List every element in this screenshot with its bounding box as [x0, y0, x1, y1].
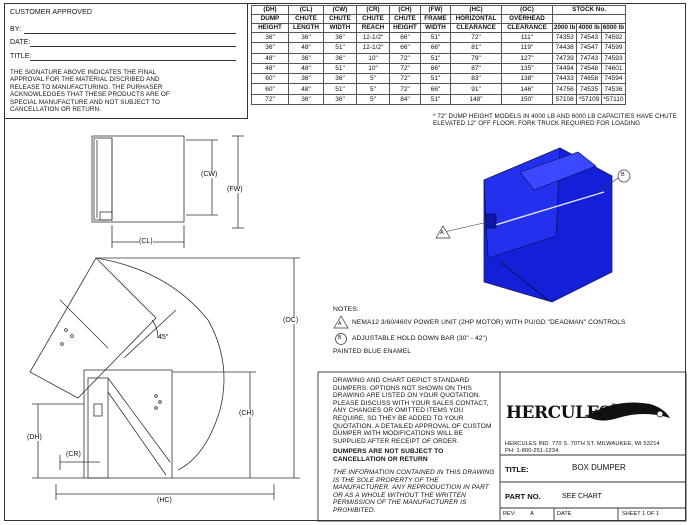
spec-code: (HC): [451, 6, 502, 15]
table-cell: 74547: [577, 43, 601, 53]
table-cell: 66": [421, 84, 451, 94]
table-cell: 72": [390, 53, 421, 63]
table-cell: 111": [502, 33, 553, 43]
table-cell: 72": [252, 94, 289, 104]
sheet-label: SHEET 1 OF 1: [622, 511, 660, 517]
table-cell: 127": [502, 53, 553, 63]
table-cell: 48": [252, 53, 289, 63]
company-address: HERCULES IND. 770 S. 70TH ST. MILWAUKEE, WI 53214: [505, 441, 660, 447]
table-cell: 150": [502, 94, 553, 104]
spec-header-bottom: LENGTH: [289, 24, 324, 33]
table-cell: 5": [357, 94, 390, 104]
swing-arc: [96, 258, 224, 470]
top-view-frame: [92, 136, 184, 222]
capacity-header: 2000 lb: [554, 24, 576, 31]
company-phone: PH: 1-800-251-1234: [505, 448, 559, 454]
table-cell: 51": [324, 43, 357, 53]
table-cell: 91": [451, 84, 502, 94]
table-cell: 5": [357, 74, 390, 84]
title-label: TITLE:: [10, 53, 32, 60]
disclaimer-property: THE INFORMATION CONTAINED IN THIS DRAWING IS THE SOLE PROPERTY OF THE MANUFACTURER. ANY REPRODUCTION IN PART OR AS A WHOLE WITHOUT THE WRITTEN PERMISSION OF THE MANUFACTURER IS PROHIBITED.: [333, 469, 495, 514]
table-cell: 48": [289, 84, 324, 94]
dim-oc: (OC): [283, 317, 299, 324]
disclaimer-standard: DRAWING AND CHART DEPICT STANDARD DUMPERS. OPTIONS NOT SHOWN ON THIS DRAWING ARE LISTED ON YOUR QUOTATION. PLEASE DISCUSS WITH YOUR SALES CONTACT, ANY CHANGES OR OMITTED ITEMS YOU REQUIRE, SO THEY BE ADDED TO YOUR QUOTATION. A DETAILED APPROVAL OF CUSTOM DUMPER WITH MODIFICATIONS WILL BE SUPPLIED AFTER RECEIPT OF ORDER.: [333, 377, 492, 445]
table-cell: 74494: [553, 63, 577, 73]
dim-ch: (CH): [239, 410, 254, 417]
table-cell: 51": [324, 84, 357, 94]
table-cell: *57109: [578, 95, 600, 103]
table-cell: 119": [502, 43, 553, 53]
table-cell: 36": [252, 33, 289, 43]
table-cell: 57108: [553, 94, 577, 104]
spec-header-top: DUMP: [252, 15, 289, 24]
table-cell: 51": [421, 74, 451, 84]
registered-mark: ®: [610, 403, 617, 410]
spec-code: (FW): [421, 6, 451, 15]
notes-title: NOTES:: [333, 306, 359, 313]
dim-dh: (DH): [27, 434, 42, 441]
spec-header-top: HORIZONTAL: [451, 15, 502, 24]
part-label: PART NO.: [505, 492, 541, 501]
spec-header-top: CHUTE: [324, 15, 357, 24]
table-cell: 87": [451, 63, 502, 73]
date-label: DATE:: [10, 39, 31, 46]
table-cell: 74756: [553, 84, 577, 94]
spec-header-bottom: WIDTH: [421, 24, 451, 33]
dim-cl: (CL): [139, 238, 153, 245]
table-cell: 74739: [553, 53, 577, 63]
table-cell: 74592: [601, 33, 625, 43]
table-cell: 74353: [553, 33, 577, 43]
table-cell: 66": [421, 63, 451, 73]
table-cell: 74548: [577, 63, 601, 73]
note-a-text: NEMA12 3/60/460V POWER UNIT (2HP MOTOR) WITH PU/GD "DEADMAN" CONTROLS: [352, 319, 626, 326]
table-cell: 74743: [577, 53, 601, 63]
table-cell: 138": [502, 74, 553, 84]
top-view: [92, 136, 244, 248]
capacity-header: 6000 lb: [602, 24, 625, 31]
table-cell: 74535: [577, 84, 601, 94]
isometric-dumper: [436, 148, 630, 302]
table-cell: 66": [390, 33, 421, 43]
table-cell: 74599: [601, 43, 625, 53]
side-view: [30, 258, 300, 500]
note-a-marker-letter: A: [338, 321, 342, 327]
tilted-box: [30, 258, 156, 398]
spec-code: (CW): [324, 6, 357, 15]
spec-header-top: CHUTE: [390, 15, 421, 24]
table-cell: 36": [289, 53, 324, 63]
dim-fw: (FW): [227, 186, 243, 193]
table-cell: 60": [252, 74, 289, 84]
table-cell: 74601: [601, 63, 625, 73]
table-cell: 51": [324, 63, 357, 73]
table-cell: 135": [502, 63, 553, 73]
table-cell: 51": [421, 94, 451, 104]
table-cell: 10": [357, 53, 390, 63]
table-cell: 74593: [601, 53, 625, 63]
spec-header-bottom: WIDTH: [324, 24, 357, 33]
dim-hc: (HC): [157, 497, 172, 504]
spec-header-top: CHUTE: [357, 15, 390, 24]
table-cell: 72": [390, 84, 421, 94]
table-cell: *57110: [601, 94, 625, 104]
table-cell: 74543: [577, 33, 601, 43]
table-cell: 36": [252, 43, 289, 53]
note-paint: PAINTED BLUE ENAMEL: [333, 348, 411, 355]
spec-code: (OC): [502, 6, 553, 15]
table-cell: 66": [390, 43, 421, 53]
footnote: * 72" DUMP HEIGHT MODELS IN 4000 LB AND 6000 LB CAPACITIES HAVE CHUTE ELEVATED 12" OFF FLOOR. FORK TRUCK REQUIRED FOR LOADING: [433, 113, 677, 128]
table-cell: 51": [421, 33, 451, 43]
note-b-marker-letter: B: [338, 335, 342, 341]
callout-b-iso: B: [621, 172, 625, 178]
stock-title: STOCK No.: [553, 6, 626, 15]
spec-code: (CL): [289, 6, 324, 15]
dim-cw: (CW): [201, 171, 218, 178]
spec-header-bottom: HEIGHT: [252, 24, 289, 33]
disclaimer-not-subject: DUMPERS ARE NOT SUBJECT TO CANCELLATION OR RETURN: [333, 448, 444, 463]
table-cell: 36": [289, 74, 324, 84]
hercules-logo: [506, 403, 616, 423]
table-cell: 72": [390, 63, 421, 73]
table-cell: 74438: [553, 43, 577, 53]
table-cell: 48": [289, 43, 324, 53]
spec-header-bottom: HEIGHT: [390, 24, 421, 33]
rev-label: REV:: [503, 511, 516, 517]
customer-approved-title: CUSTOMER APPROVED: [10, 9, 93, 16]
spec-header-top: OVERHEAD: [502, 15, 553, 24]
spec-code: (CH): [390, 6, 421, 15]
control-box: [94, 404, 102, 416]
table-cell: 74433: [553, 74, 577, 84]
spec-header-top: CHUTE: [289, 15, 324, 24]
table-cell: 72": [451, 33, 502, 43]
spec-code: (DH): [252, 6, 289, 15]
table-cell: 51": [421, 53, 451, 63]
table-cell: 36": [289, 94, 324, 104]
table-cell: 48": [289, 63, 324, 73]
spec-code: (CR): [357, 6, 390, 15]
table-cell: 148": [451, 94, 502, 104]
table-cell: 36": [289, 33, 324, 43]
title-label-block: TITLE:: [505, 465, 529, 474]
table-cell: 36": [324, 94, 357, 104]
date-block-label: DATE: [557, 511, 572, 517]
by-label: BY:: [10, 26, 22, 33]
table-cell: 66": [421, 43, 451, 53]
table-cell: 72": [390, 74, 421, 84]
dim-cr: (CR): [66, 451, 81, 458]
note-b-text: ADJUSTABLE HOLD DOWN BAR (30" - 42"): [352, 335, 488, 342]
table-cell: 146": [502, 84, 553, 94]
table-cell: 12-1/2": [357, 33, 390, 43]
signature-text: THE SIGNATURE ABOVE INDICATES THE FINAL APPROVAL FOR THE MATERIAL DISCRIBED AND RELEASE TO MANUFACTURING. THE PURHASER ACKNOWLEDGES THAT THESE PRODUCTS ARE OF SPECIAL MANUFACTURE AND NOT SUBJECT TO CANCELLATION OR RETURN.: [10, 69, 170, 114]
dim-angle: 45°: [158, 334, 169, 341]
table-cell: 36": [324, 33, 357, 43]
table-cell: 84": [390, 94, 421, 104]
table-cell: 36": [324, 74, 357, 84]
table-cell: 60": [252, 84, 289, 94]
spec-header-bottom: CLEARANCE: [451, 24, 502, 33]
rev-value: A: [530, 511, 534, 517]
part-value: SEE CHART: [562, 493, 602, 500]
table-cell: 5": [357, 84, 390, 94]
spec-header-bottom: CLEARANCE: [502, 24, 553, 33]
table-cell: 79": [451, 53, 502, 63]
capacity-header: 4000 lb: [578, 24, 600, 31]
table-cell: 12-1/2": [357, 43, 390, 53]
title-value: BOX DUMPER: [572, 463, 626, 472]
table-cell: 81": [451, 43, 502, 53]
spec-header-top: FRAME: [421, 15, 451, 24]
spec-header-bottom: REACH: [357, 24, 390, 33]
logo-text: HERCULES: [506, 403, 611, 423]
table-cell: 10": [357, 63, 390, 73]
table-cell: 74594: [601, 74, 625, 84]
callout-a-iso: A: [440, 230, 444, 236]
table-cell: 74536: [601, 84, 625, 94]
table-cell: 74658: [577, 74, 601, 84]
table-cell: 83": [451, 74, 502, 84]
table-cell: 48": [252, 63, 289, 73]
table-cell: 36": [324, 53, 357, 63]
